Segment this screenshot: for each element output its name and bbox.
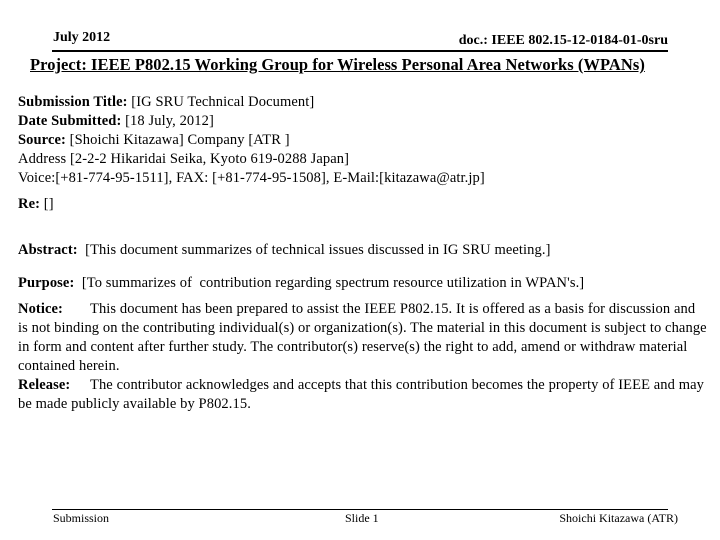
source-label: Source:	[18, 132, 66, 148]
purpose-label: Purpose:	[18, 275, 75, 291]
contact-line: Voice:[+81-774-95-1511], FAX: [+81-774-95-1508], E-Mail:[kitazawa@atr.jp]	[18, 170, 485, 186]
release-text: The contributor acknowledges and accepts that this contribution becomes the property of IEEE and may be made publicly available by P802.15.	[18, 377, 704, 412]
date-submitted-line	[18, 113, 214, 130]
project-title: Project: IEEE P802.15 Working Group for Wireless Personal Area Networks (WPANs)	[30, 55, 645, 74]
notice-label: Notice:	[18, 301, 63, 317]
header-date: July 2012	[53, 30, 111, 45]
date-submitted-label: Date Submitted:	[18, 113, 122, 129]
re-value: []	[40, 196, 54, 212]
submission-title-line	[18, 94, 314, 111]
abstract-value: [This document summarizes of technical issues discussed in IG SRU meeting.]	[77, 242, 551, 258]
footer-submission: Submission	[53, 511, 110, 525]
abstract-label: Abstract:	[18, 242, 78, 258]
footer-slide-number: Slide 1	[345, 511, 379, 525]
re-label: Re:	[18, 196, 41, 212]
source-line	[18, 132, 290, 149]
header-rule	[52, 50, 668, 52]
abstract-line	[18, 242, 551, 259]
footer-author: Shoichi Kitazawa (ATR)	[559, 511, 678, 525]
source-value: [Shoichi Kitazawa] Company [ATR ]	[65, 132, 290, 148]
purpose-value: [To summarizes of contribution regarding spectrum resource utilization in WPAN's.]	[74, 275, 585, 291]
re-line	[18, 196, 54, 213]
address-line: Address [2-2-2 Hikaridai Seika, Kyoto 619-0288 Japan]	[18, 151, 350, 167]
header-doc-id: doc.: IEEE 802.15-12-0184-01-0sru	[458, 33, 668, 48]
date-submitted-value: [18 July, 2012]	[121, 113, 214, 129]
submission-title-label: Submission Title:	[18, 94, 128, 110]
purpose-line	[18, 275, 584, 292]
notice-paragraph	[18, 300, 708, 376]
submission-title-value: [IG SRU Technical Document]	[127, 94, 315, 110]
notice-block	[18, 300, 708, 414]
release-paragraph	[18, 376, 708, 414]
notice-text: This document has been prepared to assist the IEEE P802.15. It is offered as a basis for discussion and is not binding on the contributing individual(s) or organization(s). The material in this document is subject to change in form and content after further study. The contributor(s) reserve(s) the right to add, amend or withdraw material contained herein.	[18, 301, 707, 374]
release-label: Release:	[18, 377, 71, 393]
footer-rule	[52, 509, 668, 510]
